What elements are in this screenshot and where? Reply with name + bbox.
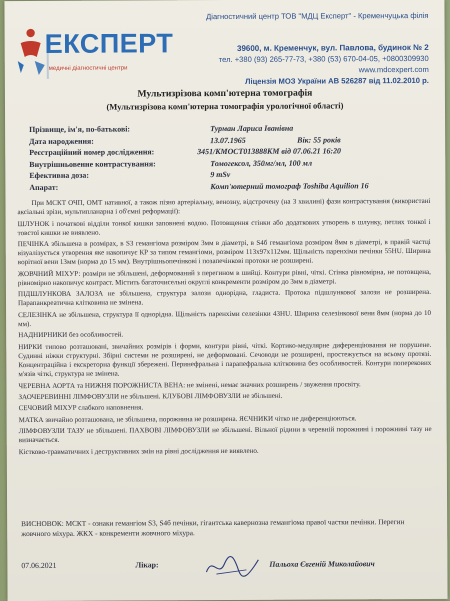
finding-spleen: СЕЛЕЗІНКА не збільшена, структура її однорідна. Щільність паренхіми селезінки 43HU. Ширина селезінкової вени 8мм (норма до 10 мм). bbox=[18, 308, 432, 329]
finding-pancreas: ПІДШЛУНКОВА ЗАЛОЗА не збільшена, структура залози однорідна, гладиста. Протока підшлункової залози не розширена. Парапанкреатична клітковина не змінена. bbox=[17, 288, 431, 308]
protocol-paragraph: При МСКТ ОЧП, ОМТ нативної, а також пізно артеріальну, венозну, відстрочену (на 3 хвилині) фази контрастування (використані аксіальні зрізи, мультипланарна і об'ємні реформації): bbox=[17, 196, 431, 217]
contrast-row: Внутрішньовенне контрастування: Томогексол, 350мг/мл, 100 мл bbox=[29, 158, 313, 170]
finding-adrenals: НАДНИРНИКИ без особливостей. bbox=[18, 330, 124, 340]
device-row: Апарат: Комп'ютерний томограф Toshiba Aquilion 16 bbox=[29, 181, 369, 193]
contrast-agent: Томогексол, 350мг/мл, 100 мл bbox=[210, 158, 313, 169]
patient-name: Турман Лариса Іванівна bbox=[210, 123, 294, 134]
org-address: 39600, м. Кременчук, вул. Павлова, будинок № 2 bbox=[236, 42, 429, 53]
patient-age: Вік: 55 років bbox=[297, 135, 341, 145]
finding-bones: Кістково-травматичних і деструктивних змін на рівні дослідження не виявлено. bbox=[18, 446, 259, 456]
patient-name-row: Прізвище, ім'я, по-батькові: Турман Лариса Іванівна bbox=[29, 123, 294, 135]
logo-subtitle: медичні діагностичні центри bbox=[48, 65, 128, 72]
study-number: 3451/КМОСТ013888КМ від 07.06.21 16:20 bbox=[197, 146, 341, 157]
report-page bbox=[4, 0, 447, 601]
finding-kidneys: НИРКИ типово розташовані, звичайних розмірів і форми, контури рівні, чіткі. Кортико-медулярне диференціювання не порушене. Судинні ніжки структурні. Збірні системи не розширені, не деформовані. Сечоводи не розширені, простежується на всьому протязі. Концентраційна і екскреторна функції збережені. Перинефральна і парапефральна клітковина без особливостей. Контури поперекових м'язів чіткі, структура не змінена. bbox=[18, 340, 432, 379]
ct-device: Комп'ютерний томограф Toshiba Aquilion 16 bbox=[210, 181, 369, 192]
finding-pelvic-nodes: ЛІМФОВУЗЛИ ТАЗУ не збільшені. ПАХВОВІ ЛІМФОВУЗЛИ не збільшені. Вільної рідини в черевній порожнині і порожнині тазу не визначається. bbox=[18, 425, 432, 445]
effective-dose: 9 mSv bbox=[210, 169, 231, 180]
report-title: Мультизрізова комп'ютерна томографія bbox=[137, 87, 313, 100]
finding-aorta: ЧЕРЕВНА АОРТА та НИЖНЯ ПОРОЖНИСТА ВЕНА: не змінені, немає значних розширень / звуження просвіту. bbox=[18, 379, 361, 390]
org-website: www.mdcexpert.com bbox=[358, 64, 429, 75]
study-number-row: Реєстраційний номер дослідження: 3451/КМОСТ013888КМ від 07.06.21 16:20 bbox=[29, 146, 341, 158]
org-license: Ліцензія МОЗ України АВ 526287 від 11.02.2010 р. bbox=[245, 75, 429, 86]
birth-date: 13.07.1965 bbox=[210, 135, 246, 146]
report-subtitle: (Мультизрізова комп'ютерна томографія урологічної області) bbox=[106, 100, 344, 112]
birth-date-row: Дата народження: 13.07.1965 Вік: 55 років bbox=[29, 135, 341, 147]
conclusion: ВИСНОВОК: МСКТ - ознаки гемангіом S3, S4б печінки, гігантська кавернозна гемангіома правої частки печінки. Перегин жовчного міхура. ЖКХ - конкременти жовчного міхура. bbox=[21, 517, 405, 538]
finding-liver: ПЕЧІНКА збільшена в розмірах, в S3 гемангіома розміром 3мм в діаметрі, в S4б гемангіома розміром 8мм в діаметрі, в правій частці візуалізується утворення яке накопичує КР за типом гемангіоми, розміром 113х97х112мм. Щільність паренхіми печінки 55HU. Ширина ворітної вени 13мм (норма до 15 мм). Внутрішньопечінкові і позапечінкові протоки не розширені. bbox=[17, 238, 431, 267]
finding-uterus: МАТКА звичайно розташована, не збільшена, порожнина не розширена. ЯЄЧНИКИ чітко не диференціюються. bbox=[18, 414, 357, 424]
org-phones: тел. +380 (93) 265-77-73, +380 (53) 670-04-05, +0800309930 bbox=[218, 53, 429, 65]
logo-wordmark: ЕКСПЕРТ bbox=[44, 28, 174, 59]
finding-bladder: СЕЧОВИЙ МІХУР слабкого наповнення. bbox=[18, 403, 144, 413]
finding-gallbladder: ЖОВЧНИЙ МІХУР: розміри не збільшені, деформований з перегином в шийці. Контури рівні, чіткі. Стінка рівномірна, не потовщена, рівномірно накопичує контраст. Містить багаточисельні округлі конкременти розміром до 3мм в діаметрі. bbox=[17, 267, 431, 287]
findings-text bbox=[17, 197, 431, 459]
dose-row: Ефективна доза: 9 mSv bbox=[29, 169, 231, 181]
org-name: Діагностичний центр ТОВ "МДЦ Експерт" - Кременчуцька філія bbox=[206, 10, 429, 22]
finding-lymph-nodes: ЗАОЧЕРЕВИННІ ЛІМФОВУЗЛИ не збільшені. КЛУБОВІ ЛІМФОВУЗЛИ не збільшені. bbox=[18, 391, 283, 402]
doctor-label: Лікар: bbox=[135, 560, 159, 570]
doctor-name: Пальоха Євгеній Миколайович bbox=[269, 559, 375, 569]
doctor-signature bbox=[202, 552, 262, 580]
report-date: 07.06.2021 bbox=[21, 560, 57, 571]
finding-stomach: ШЛУНОК і початкові відділи тонкої кишки заповнені водою. Потовщення стінки або додаткових утворень в шлунку, петлях тонкої і товстої кишки не виявлено. bbox=[17, 217, 431, 237]
